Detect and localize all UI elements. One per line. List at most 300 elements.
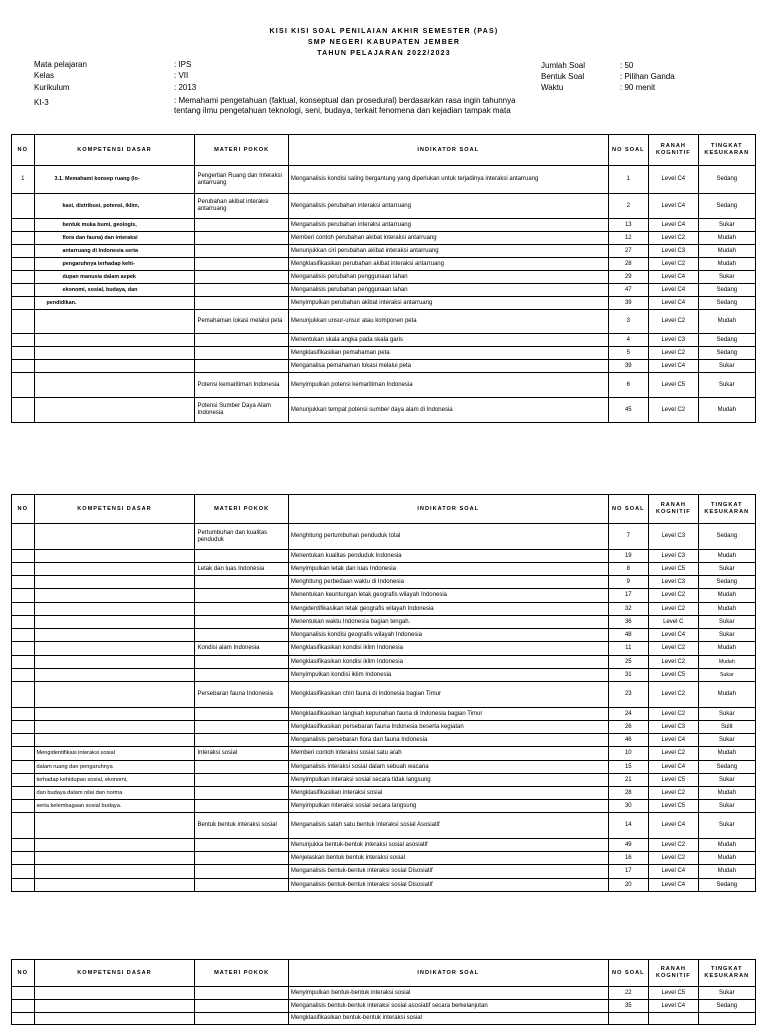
ranah-cell: Level C4 xyxy=(649,297,699,310)
row-number xyxy=(12,813,35,839)
no-soal-cell: 15 xyxy=(608,761,649,774)
table-row xyxy=(12,682,756,708)
indikator-cell: Menentukan waktu Indonesia bagian tengah. xyxy=(288,616,608,629)
ranah-cell: Level C4 xyxy=(649,1000,699,1013)
kd-cell xyxy=(34,398,195,423)
kd-cell xyxy=(34,629,195,642)
tingkat-cell: Mudah xyxy=(698,310,755,334)
table-row xyxy=(12,708,756,721)
jumlah-label: Jumlah Soal xyxy=(541,61,586,70)
materi-cell xyxy=(195,1000,288,1013)
tingkat-cell: Sedang xyxy=(698,524,755,550)
table-row xyxy=(12,219,756,232)
table-row xyxy=(12,1013,756,1025)
kd-cell xyxy=(34,589,195,603)
no-soal-cell: 36 xyxy=(608,616,649,629)
kd-cell xyxy=(34,708,195,721)
no-soal-cell: 14 xyxy=(608,813,649,839)
no-soal-cell: 47 xyxy=(608,284,649,297)
table-row xyxy=(12,563,756,576)
row-number xyxy=(12,524,35,550)
tingkat-cell: Mudah xyxy=(698,642,755,656)
ranah-cell: Level C4 xyxy=(649,734,699,747)
row-number xyxy=(12,879,35,892)
no-soal-cell: 9 xyxy=(608,576,649,589)
tingkat-cell: Mudah xyxy=(698,839,755,852)
materi-cell: Pertumbuhan dan kualitas penduduk xyxy=(195,524,288,550)
indikator-cell: Menjelaskan bentuk bentuk interaksi sosial xyxy=(288,852,608,865)
table-row xyxy=(12,865,756,879)
no-soal-cell: 8 xyxy=(608,563,649,576)
tingkat-cell: Sedang xyxy=(698,879,755,892)
kd-cell xyxy=(34,603,195,616)
ranah-cell: Level C5 xyxy=(649,987,699,1000)
indikator-cell: Menganalisis perubahan interaksi antarruang xyxy=(288,194,608,219)
materi-cell xyxy=(195,734,288,747)
col-no-soal: NO SOAL xyxy=(608,495,649,524)
row-number xyxy=(12,761,35,774)
row-number xyxy=(12,194,35,219)
indikator-cell: Menunjukka bentuk-bentuk interaksi sosial asosiatif xyxy=(288,839,608,852)
ki-value: : Memahami pengetahuan (faktual, konseptual dan prosedural) berdasarkan rasa ingin tahunnya tentang ilmu pengetahuan teknologi, seni, budaya, terkait fenomena dan kejadian tampak mata xyxy=(174,96,516,115)
tingkat-cell: Mudah xyxy=(698,550,755,563)
kd-cell xyxy=(34,1013,195,1025)
kd-cell: pengaruhnya terhadap kehi- xyxy=(34,258,195,271)
row-number xyxy=(12,682,35,708)
tingkat-cell: Sedang xyxy=(698,297,755,310)
tingkat-cell: Sukar xyxy=(698,708,755,721)
row-number xyxy=(12,642,35,656)
materi-cell xyxy=(195,721,288,734)
no-soal-cell: 24 xyxy=(608,708,649,721)
row-number xyxy=(12,284,35,297)
indikator-cell: Menganalisis bentuk-bentuk interaksi sosial asosiatif secara berkelanjutan xyxy=(288,1000,608,1013)
no-soal-cell: 35 xyxy=(608,1000,649,1013)
tingkat-cell: Sukar xyxy=(698,563,755,576)
kd-cell xyxy=(34,616,195,629)
table-row xyxy=(12,550,756,563)
col-kd: KOMPETENSI DASAR xyxy=(34,495,195,524)
col-ranah: RANAH KOGNITIF xyxy=(649,135,699,166)
row-number xyxy=(12,258,35,271)
kelas-label: Kelas xyxy=(34,71,55,80)
materi-cell xyxy=(195,879,288,892)
row-number xyxy=(12,629,35,642)
ranah-cell: Level C4 xyxy=(649,629,699,642)
table-row xyxy=(12,347,756,360)
col-indikator: INDIKATOR SOAL xyxy=(288,960,608,987)
no-soal-cell: 26 xyxy=(608,721,649,734)
indikator-cell: Mengklasifikasikan kondisi iklim Indonesia xyxy=(288,656,608,669)
indikator-cell: Mengklasifikasikan perubahan akibat interaksi antarruang xyxy=(288,258,608,271)
table-row xyxy=(12,656,756,669)
ranah-cell: Level C4 xyxy=(649,284,699,297)
kd-cell: flora dan fauna) dan interaksi xyxy=(34,232,195,245)
indikator-cell: Mengklasifikasikan bentuk-bentuk interaksi sosial xyxy=(288,1013,608,1025)
materi-cell xyxy=(195,800,288,813)
row-number xyxy=(12,800,35,813)
table-row xyxy=(12,774,756,787)
ranah-cell: Level C4 xyxy=(649,194,699,219)
ranah-cell: Level C4 xyxy=(649,360,699,373)
tingkat-cell: Sukar xyxy=(698,629,755,642)
tingkat-cell: Sukar xyxy=(698,813,755,839)
materi-cell xyxy=(195,271,288,284)
col-tingkat: TINGKAT KESUKARAN xyxy=(698,960,755,987)
no-soal-cell: 3 xyxy=(608,310,649,334)
tingkat-cell: Sukar xyxy=(698,219,755,232)
kd-cell xyxy=(34,669,195,682)
kd-cell: antarruang di Indonesia serta xyxy=(34,245,195,258)
tingkat-cell: Mudah xyxy=(698,656,755,669)
no-soal-cell: 45 xyxy=(608,398,649,423)
materi-cell xyxy=(195,347,288,360)
indikator-cell: Mengidentifikasikan letak geografis wilayah Indonesia xyxy=(288,603,608,616)
kd-cell xyxy=(34,865,195,879)
table-row xyxy=(12,297,756,310)
table-row xyxy=(12,271,756,284)
bentuk-label: Bentuk Soal xyxy=(541,72,585,81)
ranah-cell: Level C4 xyxy=(649,166,699,194)
indikator-cell: Menganalisis kondisi geografis wilayah Indonesia xyxy=(288,629,608,642)
table-row xyxy=(12,879,756,892)
row-number xyxy=(12,334,35,347)
table-row xyxy=(12,194,756,219)
ranah-cell: Level C2 xyxy=(649,787,699,800)
materi-cell xyxy=(195,987,288,1000)
materi-cell xyxy=(195,708,288,721)
table-row xyxy=(12,852,756,865)
row-number xyxy=(12,576,35,589)
mapel-label: Mata pelajaran xyxy=(34,60,87,69)
doc-title-line2: SMP NEGERI KABUPATEN JEMBER xyxy=(307,39,461,46)
no-soal-cell: 16 xyxy=(608,852,649,865)
kd-cell: pendidikan. xyxy=(34,297,195,310)
materi-cell: Letak dan luas Indonesia xyxy=(195,563,288,576)
indikator-cell: Menghitung pertumbuhan penduduk total xyxy=(288,524,608,550)
col-indikator: INDIKATOR SOAL xyxy=(288,135,608,166)
col-no: NO xyxy=(12,960,35,987)
table-row xyxy=(12,524,756,550)
table-row xyxy=(12,616,756,629)
row-number xyxy=(12,616,35,629)
indikator-cell: Mengklasifikasikan chiri fauna di Indonesia bagian Timur xyxy=(288,682,608,708)
col-materi: MATERI POKOK xyxy=(195,960,288,987)
row-number xyxy=(12,603,35,616)
ranah-cell: Level C2 xyxy=(649,747,699,761)
no-soal-cell: 25 xyxy=(608,656,649,669)
ranah-cell: Level C5 xyxy=(649,563,699,576)
table-row xyxy=(12,398,756,423)
indikator-cell: Menyimpulkan kondisi iklim Indonesia xyxy=(288,669,608,682)
kurikulum-value: : 2013 xyxy=(174,83,197,92)
row-number xyxy=(12,734,35,747)
tingkat-cell: Sukar xyxy=(698,360,755,373)
kd-cell xyxy=(34,656,195,669)
table-row xyxy=(12,232,756,245)
tingkat-cell: Sedang xyxy=(698,347,755,360)
tingkat-cell: Sedang xyxy=(698,1000,755,1013)
indikator-cell: Mengklasifikasikan persebaran fauna Indonesia beserta kegiatan xyxy=(288,721,608,734)
materi-cell xyxy=(195,258,288,271)
table-row xyxy=(12,747,756,761)
ranah-cell: Level C4 xyxy=(649,761,699,774)
tingkat-cell: Mudah xyxy=(698,747,755,761)
table-row xyxy=(12,721,756,734)
ranah-cell: Level C2 xyxy=(649,839,699,852)
table-row xyxy=(12,603,756,616)
ranah-cell: Level C5 xyxy=(649,669,699,682)
ranah-cell: Level C2 xyxy=(649,347,699,360)
table-row xyxy=(12,310,756,334)
no-soal-cell: 22 xyxy=(608,987,649,1000)
table-row xyxy=(12,800,756,813)
tingkat-cell: Mudah xyxy=(698,232,755,245)
indikator-cell: Menganalisis perubahan penggunaan lahan xyxy=(288,271,608,284)
row-number xyxy=(12,589,35,603)
row-number xyxy=(12,310,35,334)
row-number xyxy=(12,852,35,865)
materi-cell: Bentuk bentuk interaksi sosial xyxy=(195,813,288,839)
ranah-cell: Level C3 xyxy=(649,721,699,734)
ranah-cell: Level C5 xyxy=(649,373,699,398)
tingkat-cell: Mudah xyxy=(698,682,755,708)
table-row xyxy=(12,166,756,194)
kd-cell xyxy=(34,563,195,576)
col-tingkat: TINGKAT KESUKARAN xyxy=(698,135,755,166)
tingkat-cell: Sukar xyxy=(698,800,755,813)
no-soal-cell: 32 xyxy=(608,603,649,616)
kd-cell: ekonomi, sosial, budaya, dan xyxy=(34,284,195,297)
ranah-cell: Level C2 xyxy=(649,232,699,245)
no-soal-cell: 1 xyxy=(608,166,649,194)
kd-cell: terhadap kehidupan sosial, ekonomi, xyxy=(34,774,195,787)
waktu-label: Waktu xyxy=(541,83,564,92)
materi-cell: Potensi Sumber Daya Alam Indonesia xyxy=(195,398,288,423)
tingkat-cell: Sedang xyxy=(698,194,755,219)
table-row xyxy=(12,284,756,297)
kd-cell xyxy=(34,879,195,892)
ranah-cell: Level C4 xyxy=(649,865,699,879)
kd-cell xyxy=(34,682,195,708)
materi-cell: Kondisi alam Indonesia xyxy=(195,642,288,656)
no-soal-cell: 28 xyxy=(608,258,649,271)
no-soal-cell: 39 xyxy=(608,360,649,373)
materi-cell xyxy=(195,761,288,774)
no-soal-cell: 6 xyxy=(608,373,649,398)
kd-cell: Mengidentifikasi interaksi sosial xyxy=(34,747,195,761)
doc-title-line3: TAHUN PELAJARAN 2022/2023 xyxy=(317,50,451,57)
row-number xyxy=(12,787,35,800)
doc-title-line1: KISI KISI SOAL PENILAIAN AKHIR SEMESTER (PAS) xyxy=(269,28,499,35)
row-number xyxy=(12,271,35,284)
materi-cell xyxy=(195,219,288,232)
materi-cell xyxy=(195,787,288,800)
kd-cell xyxy=(34,642,195,656)
kd-cell: bentuk muka bumi, geologis, xyxy=(34,219,195,232)
tingkat-cell: Sulit xyxy=(698,721,755,734)
indikator-cell: Mengklasifikasikan interaksi sosial xyxy=(288,787,608,800)
indikator-cell: Menunjukkan tempat potensi sumber daya alam di Indonesia xyxy=(288,398,608,423)
no-soal-cell: 10 xyxy=(608,747,649,761)
no-soal-cell: 5 xyxy=(608,347,649,360)
tingkat-cell: Mudah xyxy=(698,603,755,616)
tingkat-cell: Sedang xyxy=(698,761,755,774)
ranah-cell: Level C3 xyxy=(649,550,699,563)
no-soal-cell: 11 xyxy=(608,642,649,656)
no-soal-cell: 7 xyxy=(608,524,649,550)
row-number xyxy=(12,1000,35,1013)
materi-cell xyxy=(195,865,288,879)
ranah-cell: Level C4 xyxy=(649,219,699,232)
kisi-table-1 xyxy=(11,134,756,423)
tingkat-cell: Sukar xyxy=(698,774,755,787)
ranah-cell: Level C4 xyxy=(649,813,699,839)
indikator-cell: Menentukan keuntungan letak geografis wilayah Indonesia xyxy=(288,589,608,603)
kd-cell: dupan manusia dalam aspek xyxy=(34,271,195,284)
row-number xyxy=(12,297,35,310)
indikator-cell: Menyimpulkan letak dan luas Indonesia xyxy=(288,563,608,576)
indikator-cell: Menunjukkan ciri perubahan akibat interaksi antarruang xyxy=(288,245,608,258)
ki-label: KI-3 xyxy=(34,98,49,107)
tingkat-cell: Mudah xyxy=(698,852,755,865)
indikator-cell: Menganalisa pemahaman lokasi melalui peta xyxy=(288,360,608,373)
kd-cell xyxy=(34,310,195,334)
table-row xyxy=(12,258,756,271)
materi-cell xyxy=(195,1013,288,1025)
indikator-cell: Menganalisis bentuk-bentuk interaksi sosial Disosiatif xyxy=(288,865,608,879)
no-soal-cell: 28 xyxy=(608,787,649,800)
ranah-cell: Level C2 xyxy=(649,682,699,708)
indikator-cell: Mengklasifikasikan langkah kepunahan fauna di Indonesia bagian Timur xyxy=(288,708,608,721)
indikator-cell: Menganalisis persebaran flora dan fauna Indonesia xyxy=(288,734,608,747)
kelas-value: : VII xyxy=(174,71,189,80)
bentuk-value: : Pilihan Ganda xyxy=(620,72,675,81)
ranah-cell: Level C2 xyxy=(649,852,699,865)
no-soal-cell: 21 xyxy=(608,774,649,787)
no-soal-cell: 46 xyxy=(608,734,649,747)
jumlah-value: : 50 xyxy=(620,61,634,70)
tingkat-cell xyxy=(698,1013,755,1025)
no-soal-cell: 17 xyxy=(608,865,649,879)
indikator-cell: Menganalisis perubahan penggunaan lahan xyxy=(288,284,608,297)
kd-cell xyxy=(34,852,195,865)
materi-cell xyxy=(195,550,288,563)
table-row xyxy=(12,589,756,603)
row-number xyxy=(12,865,35,879)
indikator-cell: Menentukan kualitas penduduk Indonesia xyxy=(288,550,608,563)
ranah-cell: Level C2 xyxy=(649,656,699,669)
col-materi: MATERI POKOK xyxy=(195,495,288,524)
kisi-table-3 xyxy=(11,959,756,1025)
table-row xyxy=(12,787,756,800)
row-number xyxy=(12,747,35,761)
no-soal-cell: 20 xyxy=(608,879,649,892)
tingkat-cell: Mudah xyxy=(698,865,755,879)
materi-cell xyxy=(195,603,288,616)
tingkat-cell: Sukar xyxy=(698,987,755,1000)
kd-cell xyxy=(34,734,195,747)
materi-cell xyxy=(195,774,288,787)
materi-cell xyxy=(195,232,288,245)
no-soal-cell: 2 xyxy=(608,194,649,219)
row-number xyxy=(12,347,35,360)
ranah-cell: Level C5 xyxy=(649,800,699,813)
table-row xyxy=(12,360,756,373)
kd-cell xyxy=(34,721,195,734)
col-materi: MATERI POKOK xyxy=(195,135,288,166)
materi-cell: Persebaran fauna Indonesia xyxy=(195,682,288,708)
ranah-cell: Level C3 xyxy=(649,245,699,258)
no-soal-cell: 23 xyxy=(608,682,649,708)
materi-cell xyxy=(195,334,288,347)
row-number xyxy=(12,669,35,682)
ranah-cell: Level C4 xyxy=(649,271,699,284)
mapel-value: : IPS xyxy=(174,60,192,69)
indikator-cell: Menentukan skala angka pada skala garis xyxy=(288,334,608,347)
indikator-cell: Menganalisis bentuk-bentuk interaksi sosial Disosiatif xyxy=(288,879,608,892)
col-no: NO xyxy=(12,495,35,524)
tingkat-cell: Mudah xyxy=(698,589,755,603)
materi-cell xyxy=(195,616,288,629)
indikator-cell: Menyimpulkan bentuk-bentuk interaksi sosial xyxy=(288,987,608,1000)
tingkat-cell: Sedang xyxy=(698,166,755,194)
ranah-cell: Level C2 xyxy=(649,589,699,603)
kd-cell xyxy=(34,576,195,589)
row-number xyxy=(12,987,35,1000)
col-no-soal: NO SOAL xyxy=(608,960,649,987)
indikator-cell: Menganalisis salah satu bentuk interaksi sosial Asosiatif xyxy=(288,813,608,839)
table-row xyxy=(12,1000,756,1013)
table-row xyxy=(12,629,756,642)
kisi-table-2 xyxy=(11,494,756,892)
row-number xyxy=(12,721,35,734)
row-number xyxy=(12,708,35,721)
row-number xyxy=(12,550,35,563)
kd-cell: serta kelembagaan sosial budaya. xyxy=(34,800,195,813)
col-ranah: RANAH KOGNITIF xyxy=(649,495,699,524)
tingkat-cell: Sukar xyxy=(698,271,755,284)
row-number xyxy=(12,398,35,423)
materi-cell xyxy=(195,297,288,310)
tingkat-cell: Mudah xyxy=(698,398,755,423)
no-soal-cell: 17 xyxy=(608,589,649,603)
materi-cell xyxy=(195,589,288,603)
row-number xyxy=(12,774,35,787)
kurikulum-label: Kurikulum xyxy=(34,83,70,92)
ranah-cell: Level C2 xyxy=(649,398,699,423)
table-row xyxy=(12,334,756,347)
indikator-cell: Menyimpulkan interaksi sosial secara langsung xyxy=(288,800,608,813)
no-soal-cell: 13 xyxy=(608,219,649,232)
indikator-cell: Menyimpulkan perubahan akibat interaksi antarruang xyxy=(288,297,608,310)
row-number xyxy=(12,656,35,669)
kd-cell: 3.1. Memahami konsep ruang (lo- xyxy=(34,166,195,194)
ranah-cell: Level C2 xyxy=(649,708,699,721)
table-row xyxy=(12,642,756,656)
indikator-cell: Menyimpulkan potensi kemaritiman Indonesia xyxy=(288,373,608,398)
materi-cell: Interaksi sosial xyxy=(195,747,288,761)
tingkat-cell: Mudah xyxy=(698,787,755,800)
ranah-cell: Level C2 xyxy=(649,310,699,334)
no-soal-cell: 4 xyxy=(608,334,649,347)
kd-cell: dan budaya dalam nilai dan norma xyxy=(34,787,195,800)
no-soal-cell: 31 xyxy=(608,669,649,682)
row-number xyxy=(12,232,35,245)
tingkat-cell: Mudah xyxy=(698,258,755,271)
indikator-cell: Mengklasifikasikan pemahaman peta xyxy=(288,347,608,360)
ranah-cell: Level C3 xyxy=(649,334,699,347)
